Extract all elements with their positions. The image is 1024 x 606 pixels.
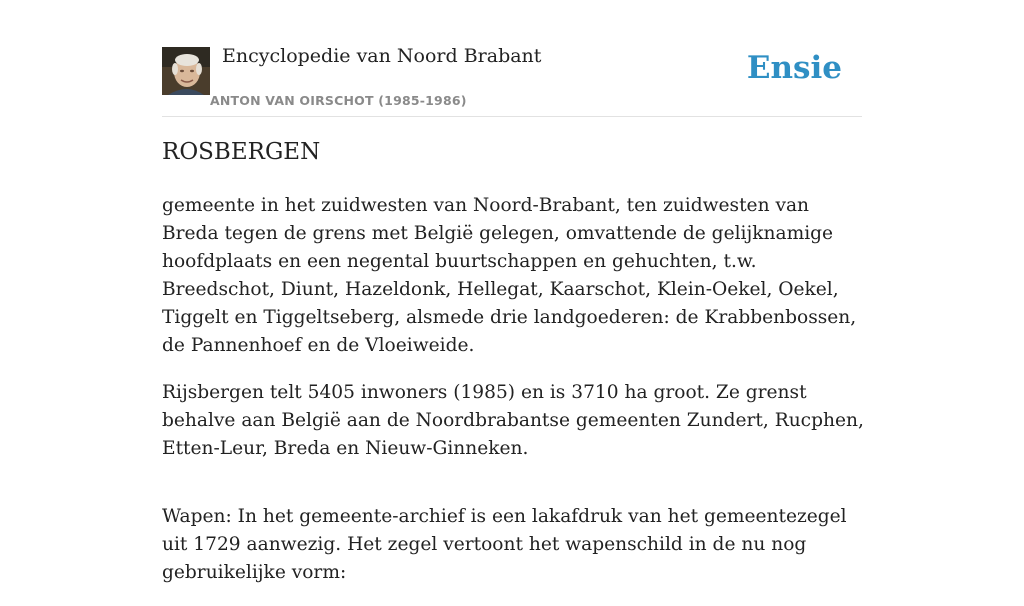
paragraph-definition: gemeente in het zuidwesten van Noord-Brabant, ten zuidwesten van Breda tegen de grens met België gelegen, omvattende de gelijknamige hoofdplaats en een negental buurtschappen en gehuchten, t.w. Breedschot, Diunt, Hazeldonk, Hellegat, Kaarschot, Klein-Oekel, Oekel, Tiggelt en Tiggeltseberg, alsmede drie landgoederen: de Krabbenbossen, de Pannenhoef en de Vloeiweide.: [162, 195, 857, 356]
entry-body: [162, 192, 866, 606]
author-portrait-icon: [162, 47, 210, 95]
paragraph-population: Rijsbergen telt 5405 inwoners (1985) en is 3710 ha groot. Ze grenst behalve aan België aan de Noordbrabantse gemeenten Zundert, Rucphen, Etten-Leur, Breda en Nieuw-Ginneken.: [162, 382, 864, 459]
author-name[interactable]: ANTON VAN OIRSCHOT (1985-1986): [210, 93, 467, 108]
paragraph-coat-of-arms: Wapen: In het gemeente-archief is een lakafdruk van het gemeentezegel uit 1729 aanwezig. Het zegel vertoont het wapenschild in de nu nog gebruikelijke vorm:: [162, 506, 847, 583]
entry-title: ROSBERGEN: [162, 139, 321, 165]
brand-logo[interactable]: Ensie: [746, 50, 842, 86]
author-avatar[interactable]: [162, 47, 210, 95]
header: [162, 0, 862, 117]
source-title[interactable]: Encyclopedie van Noord Brabant: [222, 45, 542, 67]
